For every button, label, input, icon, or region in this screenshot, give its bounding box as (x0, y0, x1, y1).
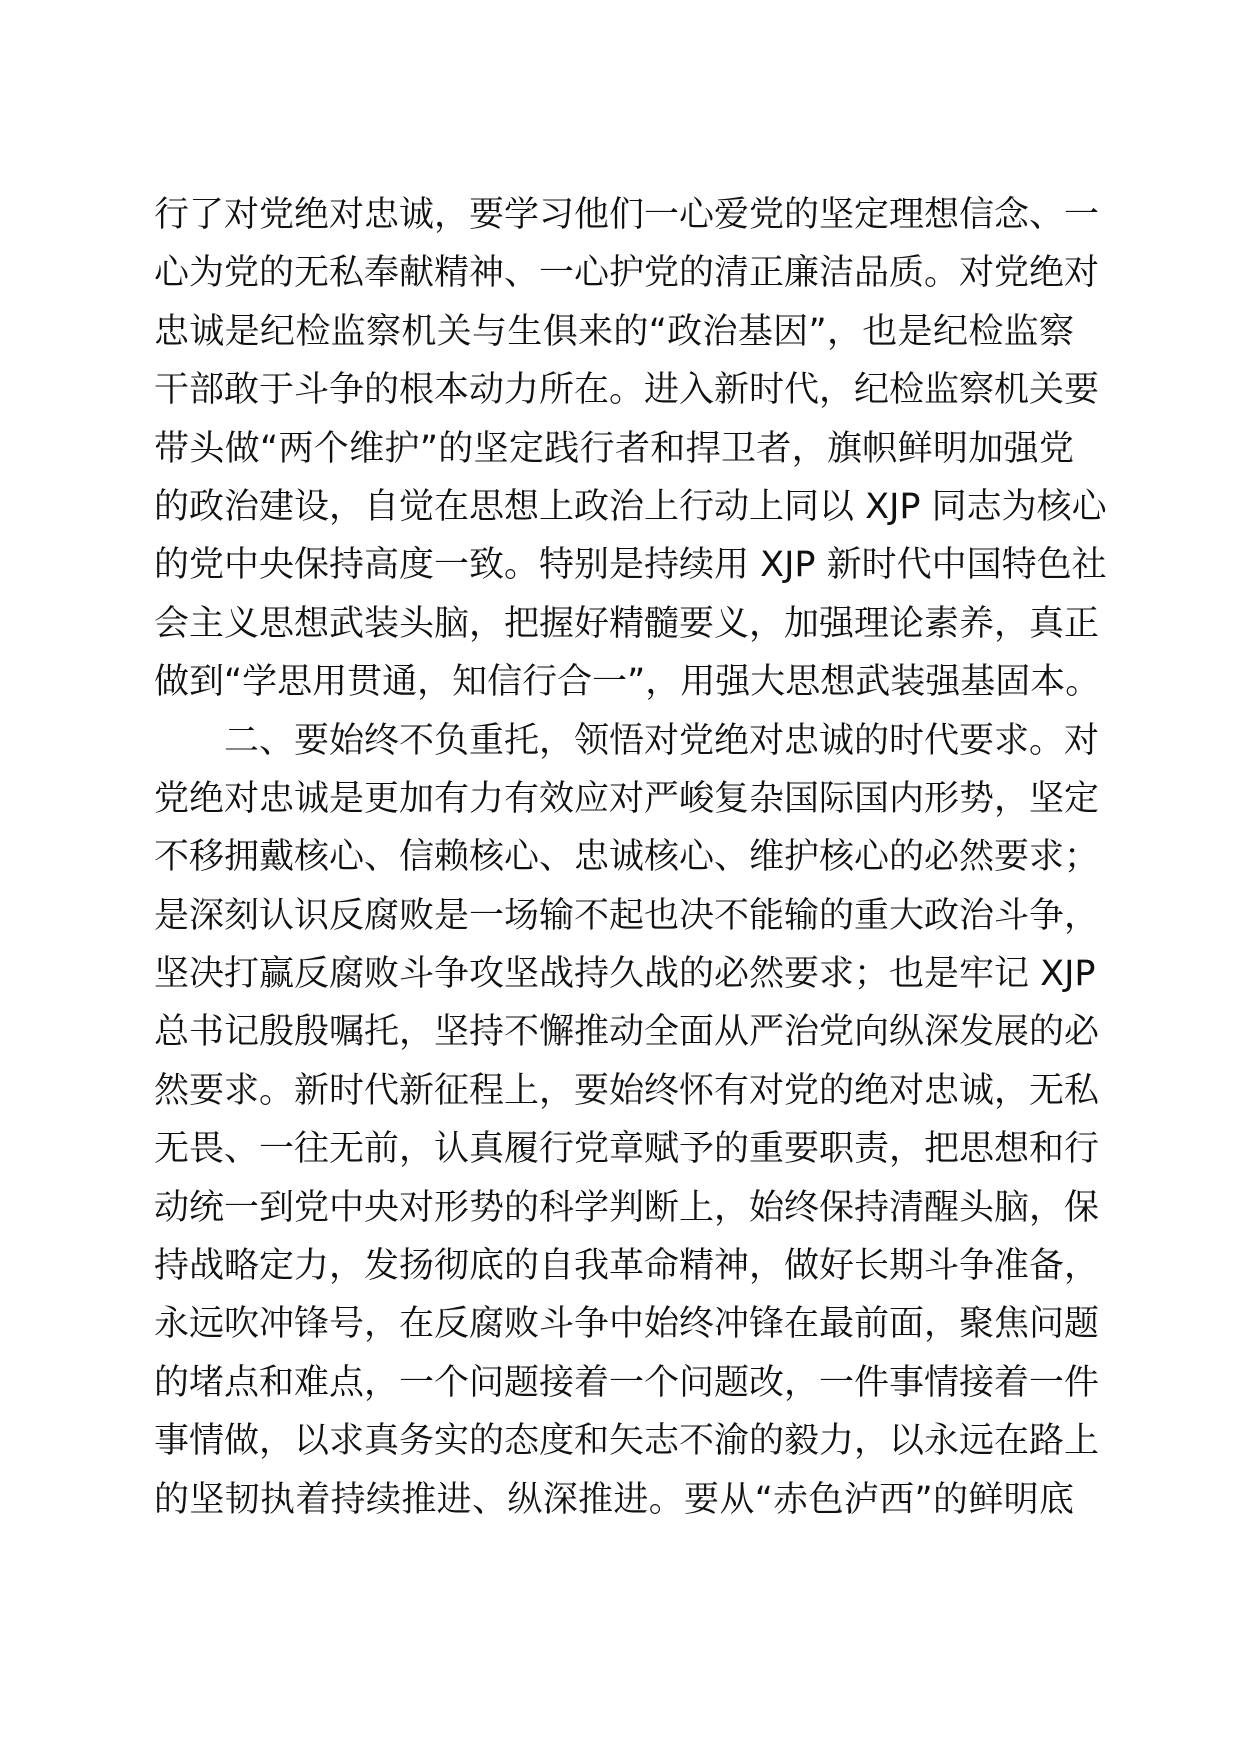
text-line: 持战略定力，发扬彻底的自我革命精神，做好长期斗争准备， (154, 1246, 1100, 1287)
text-line: 的党中央保持高度一致。特别是持续用 XJP 新时代中国特色社 (154, 545, 1107, 586)
text-line: 忠诚是纪检监察机关与生俱来的“政治基因”，也是纪检监察 (154, 311, 1074, 352)
text-line: 是深刻认识反腐败是一场输不起也决不能输的重大政治斗争， (154, 895, 1100, 936)
text-line: 心为党的无私奉献精神、一心护党的清正廉洁品质。对党绝对 (154, 253, 1100, 294)
text-line: 不移拥戴核心、信赖核心、忠诚核心、维护核心的必然要求； (154, 837, 1100, 878)
body-text (154, 186, 1107, 1529)
text-line: 永远吹冲锋号，在反腐败斗争中始终冲锋在最前面，聚焦问题 (154, 1304, 1100, 1345)
text-line: 然要求。新时代新征程上，要始终怀有对党的绝对忠诚，无私 (154, 1070, 1100, 1111)
text-line: 带头做“两个维护”的坚定践行者和捍卫者，旗帜鲜明加强党 (154, 428, 1074, 469)
text-line: 做到“学思用贯通，知信行合一”，用强大思想武装强基固本。 (154, 662, 1101, 703)
text-line: 会主义思想武装头脑，把握好精髓要义，加强理论素养，真正 (154, 603, 1100, 644)
text-line: 动统一到党中央对形势的科学判断上，始终保持清醒头脑，保 (154, 1187, 1100, 1228)
text-line: 的堵点和难点，一个问题接着一个问题改，一件事情接着一件 (154, 1362, 1100, 1403)
text-line: 干部敢于斗争的根本动力所在。进入新时代，纪检监察机关要 (154, 370, 1100, 411)
text-line: 的坚韧执着持续推进、纵深推进。要从“赤色泸西”的鲜明底 (154, 1479, 1074, 1520)
section-heading-line: 二、要始终不负重托，领悟对党绝对忠诚的时代要求。对 (224, 720, 1100, 761)
text-line: 事情做，以求真务实的态度和矢志不渝的毅力，以永远在路上 (154, 1421, 1100, 1462)
text-line: 无畏、一往无前，认真履行党章赋予的重要职责，把思想和行 (154, 1129, 1100, 1170)
text-line: 坚决打赢反腐败斗争攻坚战持久战的必然要求；也是牢记 XJP (154, 954, 1096, 995)
text-line: 总书记殷殷嘱托，坚持不懈推动全面从严治党向纵深发展的必 (154, 1012, 1100, 1053)
text-line: 行了对党绝对忠诚，要学习他们一心爱党的坚定理想信念、一 (154, 195, 1100, 235)
text-line: 的政治建设，自觉在思想上政治上行动上同以 XJP 同志为核心 (154, 486, 1107, 527)
text-line: 党绝对忠诚是更加有力有效应对严峻复杂国际国内形势，坚定 (154, 778, 1100, 819)
